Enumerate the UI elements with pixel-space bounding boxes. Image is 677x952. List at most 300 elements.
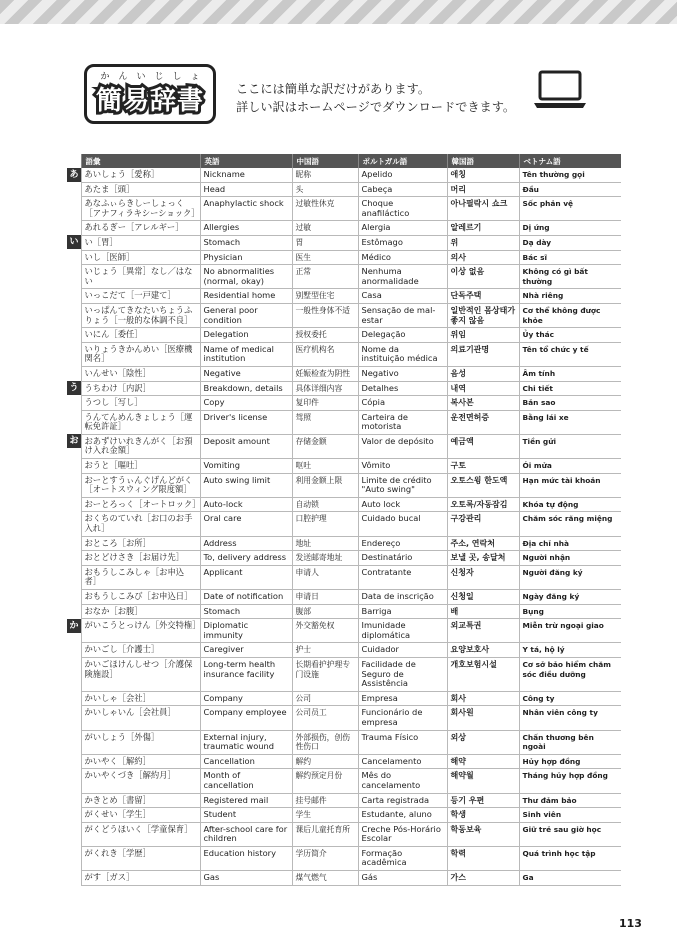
english-cell: Registered mail bbox=[200, 793, 292, 808]
vocabulary-cell: おあずけいれきんがく［お預け入れ金額］ bbox=[81, 434, 200, 458]
portuguese-cell: Estômago bbox=[358, 235, 447, 250]
vietnamese-cell: Quá trình học tập bbox=[519, 846, 621, 870]
korean-cell: 배 bbox=[447, 604, 519, 619]
vocabulary-cell: いりょうきかんめい［医療機関名］ bbox=[81, 342, 200, 366]
korean-cell: 가스 bbox=[447, 871, 519, 886]
section-cell bbox=[67, 265, 81, 289]
portuguese-cell: Limite de crédito "Auto swing" bbox=[358, 473, 447, 497]
korean-cell: 주소, 연락처 bbox=[447, 536, 519, 551]
chinese-cell: 申请日 bbox=[292, 590, 358, 605]
vocabulary-cell: がくれき［学歴］ bbox=[81, 846, 200, 870]
section-badge: う bbox=[67, 381, 81, 395]
vietnamese-cell: Tên tổ chức y tế bbox=[519, 342, 621, 366]
english-cell: Physician bbox=[200, 250, 292, 265]
korean-cell: 신청자 bbox=[447, 565, 519, 589]
english-cell: After-school care for children bbox=[200, 822, 292, 846]
portuguese-cell: Valor de depósito bbox=[358, 434, 447, 458]
english-cell: Stomach bbox=[200, 604, 292, 619]
vocabulary-cell: いっぱんてきなたいちょうふりょう［一般的な体調不良］ bbox=[81, 303, 200, 327]
vietnamese-cell: Giữ trẻ sau giờ học bbox=[519, 822, 621, 846]
section-cell bbox=[67, 235, 81, 250]
section-cell bbox=[67, 289, 81, 304]
english-cell: Stomach bbox=[200, 235, 292, 250]
vietnamese-cell: Dị ứng bbox=[519, 221, 621, 236]
table-row bbox=[67, 473, 621, 497]
table-row bbox=[67, 730, 621, 754]
section-cell bbox=[67, 221, 81, 236]
portuguese-cell: Médico bbox=[358, 250, 447, 265]
portuguese-cell: Cópia bbox=[358, 396, 447, 411]
section-cell bbox=[67, 619, 81, 643]
vietnamese-cell: Dạ dày bbox=[519, 235, 621, 250]
section-cell bbox=[67, 250, 81, 265]
section-cell bbox=[67, 497, 81, 512]
chinese-cell: 长期看护护理专门设施 bbox=[292, 657, 358, 691]
vocabulary-cell: おーとすうぃんぐげんどがく［オートスウィング限度額］ bbox=[81, 473, 200, 497]
korean-cell: 해약 bbox=[447, 754, 519, 769]
english-cell: Company bbox=[200, 691, 292, 706]
vocabulary-cell: うんてんめんきょしょう［運転免許証］ bbox=[81, 410, 200, 434]
table-row bbox=[67, 396, 621, 411]
vocabulary-cell: あなふぃらきしーしょっく［アナフィラキシーショック］ bbox=[81, 197, 200, 221]
section-cell bbox=[67, 381, 81, 396]
portuguese-cell: Auto lock bbox=[358, 497, 447, 512]
section-cell bbox=[67, 473, 81, 497]
vocabulary-cell: かいごほけんしせつ［介護保険施設］ bbox=[81, 657, 200, 691]
vocabulary-cell: おもうしこみしゃ［お申込者］ bbox=[81, 565, 200, 589]
chinese-cell: 存储金额 bbox=[292, 434, 358, 458]
section-cell bbox=[67, 565, 81, 589]
section-cell bbox=[67, 512, 81, 536]
table-row bbox=[67, 328, 621, 343]
korean-cell: 회사원 bbox=[447, 706, 519, 730]
english-cell: Breakdown, details bbox=[200, 381, 292, 396]
section-badge: か bbox=[67, 619, 81, 633]
section-badge: お bbox=[67, 434, 81, 448]
vocabulary-cell: がくどうほいく［学童保育］ bbox=[81, 822, 200, 846]
english-cell: Residential home bbox=[200, 289, 292, 304]
vocabulary-cell: がす［ガス］ bbox=[81, 871, 200, 886]
chinese-cell: 医疗机构名 bbox=[292, 342, 358, 366]
vietnamese-cell: Y tá, hộ lý bbox=[519, 643, 621, 658]
vietnamese-cell: Thư đảm bảo bbox=[519, 793, 621, 808]
vocabulary-cell: かいしゃいん［会社員］ bbox=[81, 706, 200, 730]
section-cell bbox=[67, 182, 81, 197]
vietnamese-cell: Chấn thương bên ngoài bbox=[519, 730, 621, 754]
intro-line-2: 詳しい訳はホームページでダウンロードできます。 bbox=[236, 100, 516, 114]
english-cell: Driver's license bbox=[200, 410, 292, 434]
vocabulary-cell: かきとめ［書留］ bbox=[81, 793, 200, 808]
title-badge bbox=[84, 64, 216, 124]
english-cell: Gas bbox=[200, 871, 292, 886]
chinese-cell: 学生 bbox=[292, 808, 358, 823]
table-row bbox=[67, 604, 621, 619]
vietnamese-cell: Chi tiết bbox=[519, 381, 621, 396]
table-row bbox=[67, 182, 621, 197]
vietnamese-cell: Hủy hợp đồng bbox=[519, 754, 621, 769]
chinese-cell: 授权委托 bbox=[292, 328, 358, 343]
section-cell bbox=[67, 168, 81, 182]
vocabulary-cell: おなか［お腹］ bbox=[81, 604, 200, 619]
chinese-cell: 申请人 bbox=[292, 565, 358, 589]
table-row bbox=[67, 619, 621, 643]
vocabulary-cell: いじょう［異常］なし／はない bbox=[81, 265, 200, 289]
korean-cell: 등기 우편 bbox=[447, 793, 519, 808]
vietnamese-cell: Tháng hủy hợp đồng bbox=[519, 769, 621, 793]
english-cell: Name of medical institution bbox=[200, 342, 292, 366]
chinese-cell: 昵称 bbox=[292, 168, 358, 182]
chinese-cell: 过敏 bbox=[292, 221, 358, 236]
chinese-cell: 外交豁免权 bbox=[292, 619, 358, 643]
portuguese-cell: Gás bbox=[358, 871, 447, 886]
korean-cell: 알레르기 bbox=[447, 221, 519, 236]
table-row bbox=[67, 643, 621, 658]
table-row bbox=[67, 342, 621, 366]
table-row bbox=[67, 590, 621, 605]
section-cell bbox=[67, 459, 81, 474]
chinese-cell: 别墅型住宅 bbox=[292, 289, 358, 304]
korean-cell: 단독주택 bbox=[447, 289, 519, 304]
korean-cell: 아나필락시 쇼크 bbox=[447, 197, 519, 221]
portuguese-cell: Casa bbox=[358, 289, 447, 304]
section-badge: い bbox=[67, 235, 81, 249]
korean-cell: 학생 bbox=[447, 808, 519, 823]
english-cell: Diplomatic immunity bbox=[200, 619, 292, 643]
chinese-cell: 学历简介 bbox=[292, 846, 358, 870]
korean-cell: 개호보험시설 bbox=[447, 657, 519, 691]
table-row bbox=[67, 846, 621, 870]
vocabulary-cell: いし［医師］ bbox=[81, 250, 200, 265]
vocabulary-cell: おとどけさき［お届け先］ bbox=[81, 551, 200, 566]
korean-cell: 신청일 bbox=[447, 590, 519, 605]
chinese-cell: 护士 bbox=[292, 643, 358, 658]
table-row bbox=[67, 289, 621, 304]
vocabulary-cell: いっこだて［一戸建て］ bbox=[81, 289, 200, 304]
english-cell: Student bbox=[200, 808, 292, 823]
vietnamese-cell: Bằng lái xe bbox=[519, 410, 621, 434]
chinese-cell: 地址 bbox=[292, 536, 358, 551]
chinese-cell: 公司 bbox=[292, 691, 358, 706]
portuguese-cell: Barriga bbox=[358, 604, 447, 619]
section-cell bbox=[67, 604, 81, 619]
korean-cell: 내역 bbox=[447, 381, 519, 396]
portuguese-cell: Delegação bbox=[358, 328, 447, 343]
section-cell bbox=[67, 793, 81, 808]
vocabulary-cell: かいしゃ［会社］ bbox=[81, 691, 200, 706]
vietnamese-cell: Hạn mức tài khoản bbox=[519, 473, 621, 497]
portuguese-cell: Carta registrada bbox=[358, 793, 447, 808]
vietnamese-cell: Miễn trừ ngoại giao bbox=[519, 619, 621, 643]
vietnamese-cell: Tiền gửi bbox=[519, 434, 621, 458]
section-cell bbox=[67, 328, 81, 343]
english-cell: Auto swing limit bbox=[200, 473, 292, 497]
table-row bbox=[67, 250, 621, 265]
english-cell: Delegation bbox=[200, 328, 292, 343]
portuguese-cell: Carteira de motorista bbox=[358, 410, 447, 434]
table-row bbox=[67, 512, 621, 536]
section-cell bbox=[67, 410, 81, 434]
chinese-cell: 呕吐 bbox=[292, 459, 358, 474]
column-header-vocabulary: 語彙 bbox=[81, 154, 200, 168]
vocabulary-cell: いにん［委任］ bbox=[81, 328, 200, 343]
intro-line-1: ここには簡単な訳だけがあります。 bbox=[236, 82, 431, 96]
section-cell bbox=[67, 303, 81, 327]
portuguese-cell: Destinatário bbox=[358, 551, 447, 566]
english-cell: Copy bbox=[200, 396, 292, 411]
vietnamese-cell: Cơ thể không được khỏe bbox=[519, 303, 621, 327]
korean-cell: 운전면허증 bbox=[447, 410, 519, 434]
vocabulary-cell: おくちのていれ［お口のお手入れ］ bbox=[81, 512, 200, 536]
korean-cell: 오토스윙 한도액 bbox=[447, 473, 519, 497]
portuguese-cell: Cancelamento bbox=[358, 754, 447, 769]
vietnamese-cell: Cơ sở bảo hiểm chăm sóc điều dưỡng bbox=[519, 657, 621, 691]
portuguese-cell: Formação acadêmica bbox=[358, 846, 447, 870]
vietnamese-cell: Bản sao bbox=[519, 396, 621, 411]
vietnamese-cell: Sốc phản vệ bbox=[519, 197, 621, 221]
portuguese-cell: Vômito bbox=[358, 459, 447, 474]
vietnamese-cell: Đầu bbox=[519, 182, 621, 197]
chinese-cell: 一般性身体不适 bbox=[292, 303, 358, 327]
section-cell bbox=[67, 730, 81, 754]
section-cell bbox=[67, 590, 81, 605]
table-row bbox=[67, 168, 621, 182]
portuguese-cell: Imunidade diplomática bbox=[358, 619, 447, 643]
table-body bbox=[67, 168, 621, 885]
english-cell: Negative bbox=[200, 366, 292, 381]
portuguese-cell: Alergia bbox=[358, 221, 447, 236]
section-cell bbox=[67, 366, 81, 381]
table-row bbox=[67, 235, 621, 250]
korean-cell: 일반적인 몸상태가 좋지 않음 bbox=[447, 303, 519, 327]
vietnamese-cell: Nhà riêng bbox=[519, 289, 621, 304]
section-cell bbox=[67, 871, 81, 886]
table-row bbox=[67, 808, 621, 823]
section-cell bbox=[67, 691, 81, 706]
english-cell: General poor condition bbox=[200, 303, 292, 327]
chinese-cell: 解约 bbox=[292, 754, 358, 769]
korean-cell: 위임 bbox=[447, 328, 519, 343]
vocabulary-cell: いんせい［陰性］ bbox=[81, 366, 200, 381]
chinese-cell: 医生 bbox=[292, 250, 358, 265]
chinese-cell: 腹部 bbox=[292, 604, 358, 619]
vocabulary-cell: あいしょう［愛称］ bbox=[81, 168, 200, 182]
table-row bbox=[67, 536, 621, 551]
english-cell: Anaphylactic shock bbox=[200, 197, 292, 221]
korean-cell: 의사 bbox=[447, 250, 519, 265]
vietnamese-cell: Sinh viên bbox=[519, 808, 621, 823]
portuguese-cell: Detalhes bbox=[358, 381, 447, 396]
vocabulary-cell: あれるぎー［アレルギー］ bbox=[81, 221, 200, 236]
table-row bbox=[67, 551, 621, 566]
korean-cell: 머리 bbox=[447, 182, 519, 197]
chinese-cell: 驾照 bbox=[292, 410, 358, 434]
section-cell bbox=[67, 657, 81, 691]
section-cell bbox=[67, 808, 81, 823]
korean-cell: 외상 bbox=[447, 730, 519, 754]
vocabulary-cell: おうと［嘔吐］ bbox=[81, 459, 200, 474]
section-cell bbox=[67, 706, 81, 730]
vietnamese-cell: Địa chỉ nhà bbox=[519, 536, 621, 551]
english-cell: Deposit amount bbox=[200, 434, 292, 458]
vietnamese-cell: Âm tính bbox=[519, 366, 621, 381]
english-cell: Company employee bbox=[200, 706, 292, 730]
portuguese-cell: Trauma Físico bbox=[358, 730, 447, 754]
section-header bbox=[67, 154, 81, 168]
portuguese-cell: Cabeça bbox=[358, 182, 447, 197]
vocabulary-cell: がくせい［学生］ bbox=[81, 808, 200, 823]
korean-cell: 학동보육 bbox=[447, 822, 519, 846]
chinese-cell: 课后儿童托育所 bbox=[292, 822, 358, 846]
table-row bbox=[67, 497, 621, 512]
portuguese-cell: Contratante bbox=[358, 565, 447, 589]
section-cell bbox=[67, 822, 81, 846]
table-row bbox=[67, 822, 621, 846]
page-number: 113 bbox=[619, 917, 642, 930]
vietnamese-cell: Ngày đăng ký bbox=[519, 590, 621, 605]
english-cell: No abnormalities (normal, okay) bbox=[200, 265, 292, 289]
chinese-cell: 挂号邮件 bbox=[292, 793, 358, 808]
portuguese-cell: Negativo bbox=[358, 366, 447, 381]
korean-cell: 학력 bbox=[447, 846, 519, 870]
vietnamese-cell: Người nhận bbox=[519, 551, 621, 566]
table-row bbox=[67, 381, 621, 396]
table-row bbox=[67, 410, 621, 434]
section-cell bbox=[67, 754, 81, 769]
chinese-cell: 外部损伤，创伤性伤口 bbox=[292, 730, 358, 754]
column-header-chinese: 中国語 bbox=[292, 154, 358, 168]
table-row bbox=[67, 691, 621, 706]
portuguese-cell: Empresa bbox=[358, 691, 447, 706]
table-row bbox=[67, 657, 621, 691]
section-cell bbox=[67, 551, 81, 566]
chinese-cell: 正常 bbox=[292, 265, 358, 289]
chinese-cell: 头 bbox=[292, 182, 358, 197]
korean-cell: 구강관리 bbox=[447, 512, 519, 536]
vietnamese-cell: Tên thường gọi bbox=[519, 168, 621, 182]
chinese-cell: 过敏性休克 bbox=[292, 197, 358, 221]
decorative-top-band bbox=[0, 0, 677, 24]
dictionary-table bbox=[67, 154, 621, 886]
portuguese-cell: Cuidado bucal bbox=[358, 512, 447, 536]
portuguese-cell: Funcionário de empresa bbox=[358, 706, 447, 730]
english-cell: To, delivery address bbox=[200, 551, 292, 566]
chinese-cell: 复印件 bbox=[292, 396, 358, 411]
vocabulary-cell: うつし［写し］ bbox=[81, 396, 200, 411]
section-cell bbox=[67, 846, 81, 870]
korean-cell: 음성 bbox=[447, 366, 519, 381]
english-cell: Nickname bbox=[200, 168, 292, 182]
vietnamese-cell: Chăm sóc răng miệng bbox=[519, 512, 621, 536]
chinese-cell: 发送邮寄地址 bbox=[292, 551, 358, 566]
table-row bbox=[67, 565, 621, 589]
english-cell: Cancellation bbox=[200, 754, 292, 769]
section-cell bbox=[67, 342, 81, 366]
table-row bbox=[67, 793, 621, 808]
english-cell: Head bbox=[200, 182, 292, 197]
chinese-cell: 公司员工 bbox=[292, 706, 358, 730]
vietnamese-cell: Ói mửa bbox=[519, 459, 621, 474]
portuguese-cell: Nenhuma anormalidade bbox=[358, 265, 447, 289]
vocabulary-cell: うちわけ［内訳］ bbox=[81, 381, 200, 396]
portuguese-cell: Cuidador bbox=[358, 643, 447, 658]
section-cell bbox=[67, 769, 81, 793]
english-cell: Date of notification bbox=[200, 590, 292, 605]
section-cell bbox=[67, 197, 81, 221]
section-cell bbox=[67, 643, 81, 658]
laptop-icon bbox=[532, 70, 588, 110]
section-cell bbox=[67, 434, 81, 458]
korean-cell: 외교특권 bbox=[447, 619, 519, 643]
vocabulary-cell: おーとろっく［オートロック］ bbox=[81, 497, 200, 512]
portuguese-cell: Data de inscrição bbox=[358, 590, 447, 605]
korean-cell: 보낼 곳, 송달처 bbox=[447, 551, 519, 566]
vocabulary-cell: かいやく［解約］ bbox=[81, 754, 200, 769]
korean-cell: 회사 bbox=[447, 691, 519, 706]
chinese-cell: 利用金额上限 bbox=[292, 473, 358, 497]
english-cell: Long-term health insurance facility bbox=[200, 657, 292, 691]
vietnamese-cell: Công ty bbox=[519, 691, 621, 706]
chinese-cell: 自动锁 bbox=[292, 497, 358, 512]
vietnamese-cell: Ủy thác bbox=[519, 328, 621, 343]
page-title: 簡易辞書 bbox=[95, 86, 204, 116]
korean-cell: 의료기관명 bbox=[447, 342, 519, 366]
section-cell bbox=[67, 536, 81, 551]
korean-cell: 예금액 bbox=[447, 434, 519, 458]
vietnamese-cell: Bác sĩ bbox=[519, 250, 621, 265]
vocabulary-cell: かいやくづき［解約月］ bbox=[81, 769, 200, 793]
korean-cell: 위 bbox=[447, 235, 519, 250]
english-cell: Applicant bbox=[200, 565, 292, 589]
chinese-cell: 口腔护理 bbox=[292, 512, 358, 536]
column-header-english: 英語 bbox=[200, 154, 292, 168]
korean-cell: 요양보호사 bbox=[447, 643, 519, 658]
chinese-cell: 胃 bbox=[292, 235, 358, 250]
chinese-cell: 煤气燃气 bbox=[292, 871, 358, 886]
vocabulary-cell: おもうしこみび［お申込日］ bbox=[81, 590, 200, 605]
english-cell: Education history bbox=[200, 846, 292, 870]
column-header-korean: 韓国語 bbox=[447, 154, 519, 168]
portuguese-cell: Estudante, aluno bbox=[358, 808, 447, 823]
english-cell: Allergies bbox=[200, 221, 292, 236]
table-row bbox=[67, 459, 621, 474]
vietnamese-cell: Người đăng ký bbox=[519, 565, 621, 589]
title-ruby: かんいじしょ bbox=[100, 72, 209, 82]
vietnamese-cell: Không có gì bất thường bbox=[519, 265, 621, 289]
intro-text bbox=[236, 80, 515, 116]
english-cell: Month of cancellation bbox=[200, 769, 292, 793]
table-row bbox=[67, 754, 621, 769]
column-header-vietnamese: ベトナム語 bbox=[519, 154, 621, 168]
english-cell: Oral care bbox=[200, 512, 292, 536]
table-row bbox=[67, 303, 621, 327]
vocabulary-cell: がいしょう［外傷］ bbox=[81, 730, 200, 754]
portuguese-cell: Sensação de mal-estar bbox=[358, 303, 447, 327]
vocabulary-cell: かいごし［介護士］ bbox=[81, 643, 200, 658]
korean-cell: 애칭 bbox=[447, 168, 519, 182]
table-row bbox=[67, 706, 621, 730]
english-cell: Address bbox=[200, 536, 292, 551]
english-cell: External injury, traumatic wound bbox=[200, 730, 292, 754]
portuguese-cell: Nome da instituição médica bbox=[358, 342, 447, 366]
english-cell: Caregiver bbox=[200, 643, 292, 658]
chinese-cell: 解约预定月份 bbox=[292, 769, 358, 793]
table-header-row bbox=[67, 154, 621, 168]
english-cell: Vomiting bbox=[200, 459, 292, 474]
table-row bbox=[67, 434, 621, 458]
vocabulary-cell: おところ［お所］ bbox=[81, 536, 200, 551]
vietnamese-cell: Khóa tự động bbox=[519, 497, 621, 512]
korean-cell: 구토 bbox=[447, 459, 519, 474]
